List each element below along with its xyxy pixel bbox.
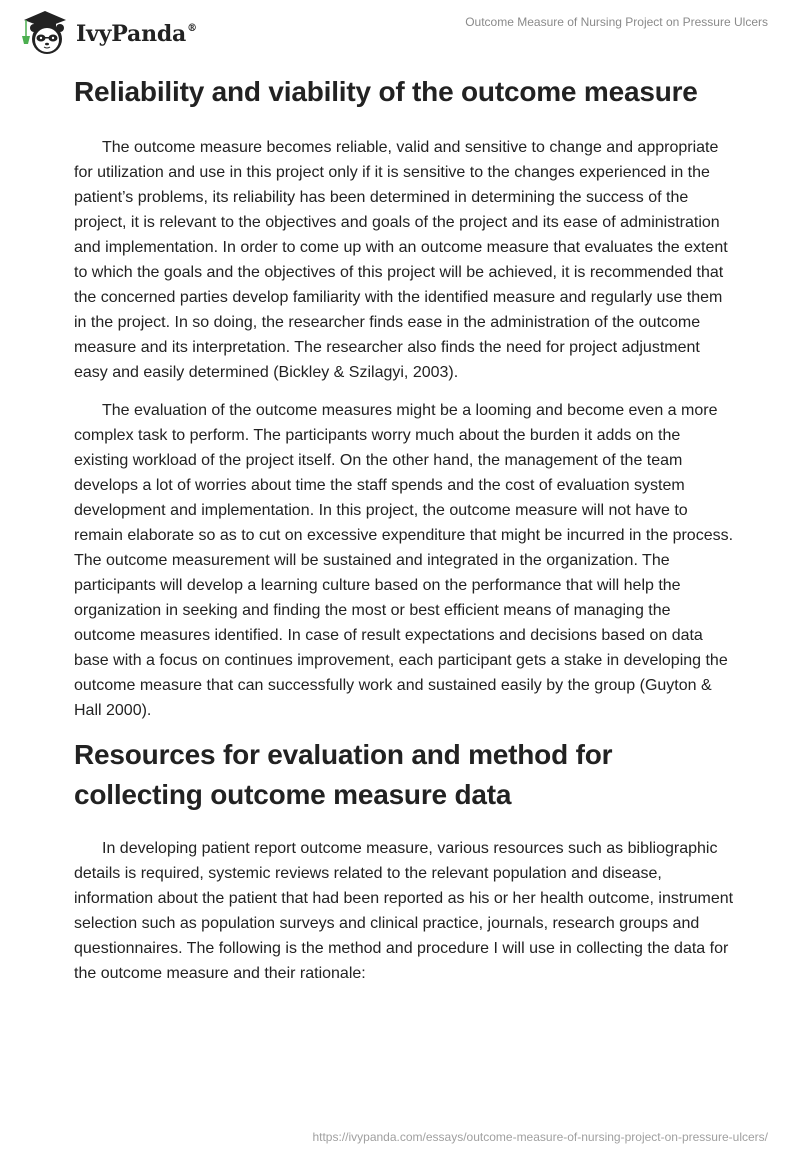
paragraph: The outcome measure becomes reliable, valid and sensitive to change and appropriate for utilization and use in this project only if it is sensitive to the changes experienced in the patient’s problems, its reliability has been determined in determining the success of the project, it is relevant to the objectives and goals of the project and its ease of administration and implementation. In order to come up with an outcome measure that evaluates the extent to which the goals and the objectives of this project will be achieved, it is recommended that the concerned parties develop familiarity with the identified measure and regularly use them in the project. In so doing, the researcher finds ease in the administration of the outcome measure and its interpretation. The researcher also finds the need for project adjustment easy and easily determined (Bickley & Szilagyi, 2003). — [74, 139, 728, 381]
page-header — [0, 0, 800, 60]
source-url[interactable]: https://ivypanda.com/essays/outcome-measure-of-nursing-project-on-pressure-ulcers/ — [312, 1130, 768, 1144]
paragraph: The evaluation of the outcome measures might be a looming and become even a more complex task to perform. The participants worry much about the burden it adds on the existing workload of the project itself. On the other hand, the management of the team develops a lot of worries about time the staff spends and the cost of evaluation system development and implementation. In this project, the outcome measure will not have to remain elaborate so as to cut on excessive expenditure that might be incurred in the process. The outcome measurement will be sustained and integrated in the organization. The participants will develop a learning culture based on the performance that will help the organization in seeking and finding the most or best efficient means of managing the outcome measures identified. In case of result expectations and decisions based on data base with a focus on continues improvement, each participant gets a stake in developing the outcome measure that can successfully work and sustained easily by the group (Guyton & Hall 2000). — [74, 402, 734, 719]
paragraph: In developing patient report outcome measure, various resources such as bibliographic details is required, systemic reviews related to the relevant population and disease, information about the patient that had been reported as his or her health outcome, instrument selection such as population surveys and clinical practice, journals, research groups and questionnaires. The following is the method and procedure I will use in collecting the data for the outcome measure and their rationale: — [74, 840, 734, 982]
ivypanda-logo[interactable] — [20, 8, 197, 56]
essay-content — [74, 70, 734, 986]
registered-mark: ® — [187, 22, 197, 34]
document-title: Outcome Measure of Nursing Project on Pressure Ulcers — [465, 15, 768, 29]
panda-graduate-icon — [20, 8, 70, 56]
brand-name-text: IvyPanda — [76, 21, 187, 47]
brand-name — [76, 21, 197, 47]
section-heading-resources: Resources for evaluation and method for collecting outcome measure data — [74, 739, 613, 810]
section-heading-reliability: Reliability and viability of the outcome measure — [74, 76, 698, 107]
